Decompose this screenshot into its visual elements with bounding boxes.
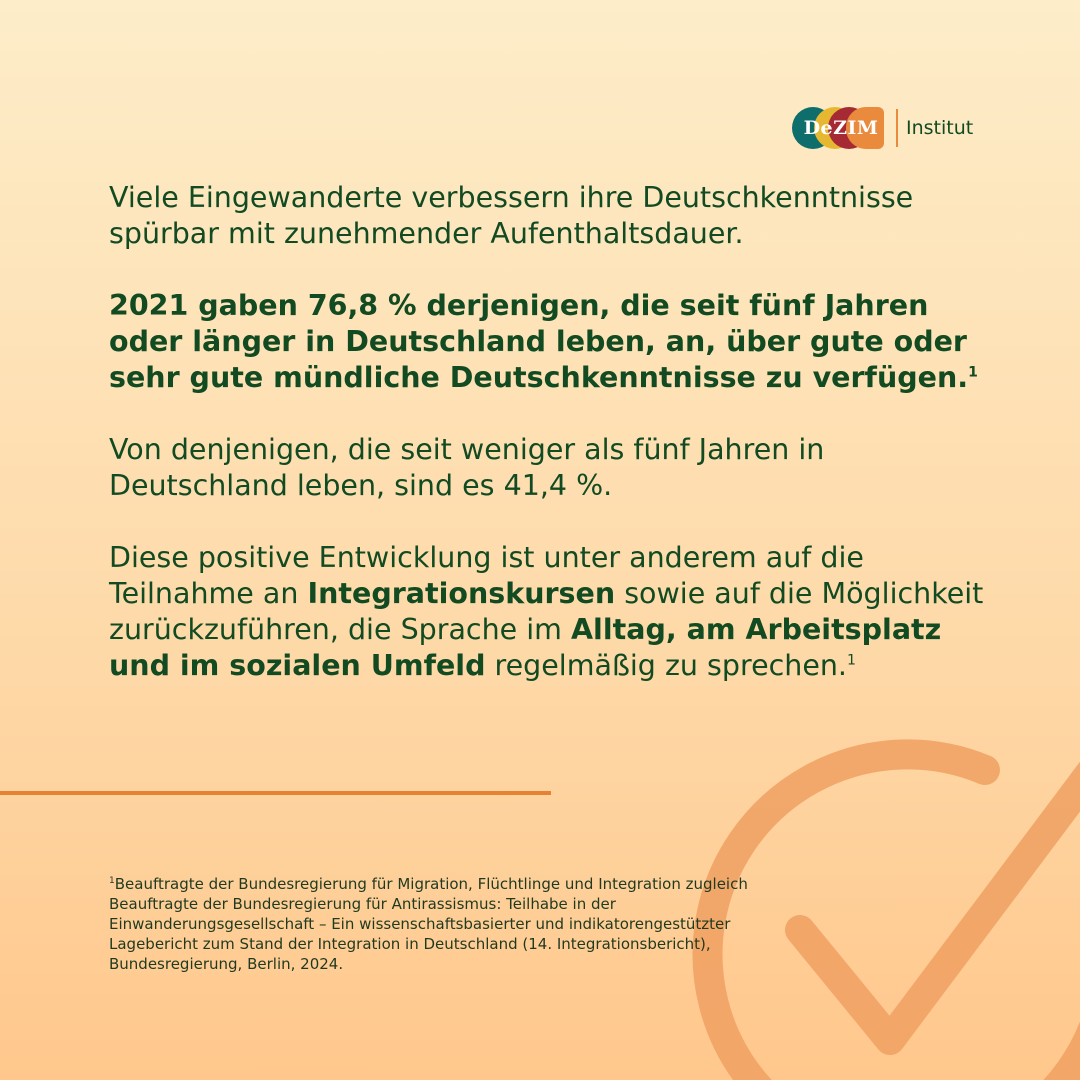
footnote-ref: 1 xyxy=(847,652,856,669)
footnote-text: Beauftragte der Bundesregierung für Migration, Flüchtlinge und Integration zugleich Beauftragte der Bundesregierung für Antirassismus: Teilhabe in der Einwanderungsgesellschaft – Ein wissenschaftsbasierter und indikatorengestützter Lagebericht zum Stand der Integration in Deutschland (14. Integrationsbericht), Bundesregierung, Berlin, 2024. xyxy=(109,875,748,973)
logo-label: Institut xyxy=(906,117,974,139)
footnote xyxy=(109,874,799,974)
main-text xyxy=(109,180,989,720)
comparison-paragraph: Von denjenigen, die seit weniger als fünf Jahren in Deutschland leben, sind es 41,4 %. xyxy=(109,433,825,502)
footnote-ref: 1 xyxy=(968,364,978,381)
dezim-logo xyxy=(792,106,973,150)
logo-divider xyxy=(896,109,898,147)
divider-line xyxy=(0,791,551,795)
key-statistic-paragraph: 2021 gaben 76,8 % derjenigen, die seit fünf Jahren oder länger in Deutschland leben, an, über gute oder sehr gute mündliche Deutschkenntnisse zu verfügen.$^1$ xyxy=(109,289,978,394)
logo-wordmark: DeZIM xyxy=(803,117,879,139)
intro-paragraph: Viele Eingewanderte verbessern ihre Deutschkenntnisse spürbar mit zunehmender Aufenthaltsdauer. xyxy=(109,181,914,250)
footnote-marker: 1 xyxy=(109,876,115,886)
explanation-paragraph: Diese positive Entwicklung ist unter anderem auf die Teilnahme an Integrationskursen sowie auf die Möglichkeit zurückzuführen, die Sprache im Alltag, am Arbeitsplatz und im sozialen Umfeld regelmäßig zu sprechen.$^1$ xyxy=(109,541,984,682)
logo-mark xyxy=(792,106,890,150)
